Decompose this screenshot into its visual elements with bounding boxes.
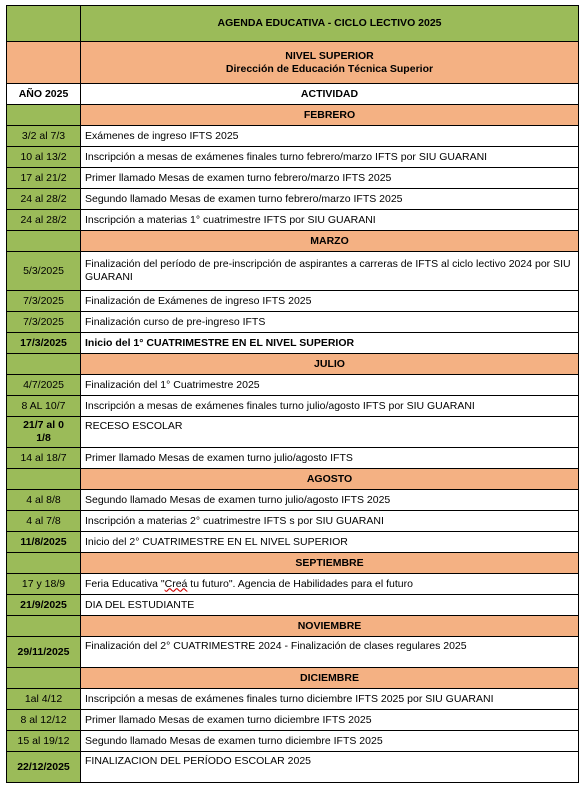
date-cell: 15 al 19/12 — [7, 731, 81, 752]
table-row — [7, 532, 579, 553]
month-corner-cell — [7, 231, 81, 252]
direction-label: Dirección de Educación Técnica Superior — [225, 62, 434, 75]
title-corner-cell — [7, 6, 81, 42]
month-label: SEPTIEMBRE — [81, 553, 579, 574]
date-cell: 22/12/2025 — [7, 752, 81, 783]
month-corner-cell — [7, 469, 81, 490]
month-label: NOVIEMBRE — [81, 616, 579, 637]
activity-cell: Inscripción a materias 2° cuatrimestre IFTS s por SIU GUARANI — [81, 511, 579, 532]
activity-cell: Inicio del 2° CUATRIMESTRE EN EL NIVEL SUPERIOR — [81, 532, 579, 553]
activity-cell: RECESO ESCOLAR — [81, 417, 579, 448]
table-row — [7, 637, 579, 668]
month-label: JULIO — [81, 354, 579, 375]
table-row — [7, 291, 579, 312]
date-cell: 21/9/2025 — [7, 595, 81, 616]
level-cell — [81, 42, 579, 84]
table-row — [7, 252, 579, 291]
month-corner-cell — [7, 553, 81, 574]
month-corner-cell — [7, 616, 81, 637]
title-row — [7, 6, 579, 42]
activity-cell: Segundo llamado Mesas de examen turno diciembre IFTS 2025 — [81, 731, 579, 752]
activity-cell: FINALIZACION DEL PERÍODO ESCOLAR 2025 — [81, 752, 579, 783]
table-row — [7, 147, 579, 168]
table-row — [7, 417, 579, 448]
column-header-row — [7, 84, 579, 105]
activity-column-header: ACTIVIDAD — [81, 84, 579, 105]
date-cell: 4 al 8/8 — [7, 490, 81, 511]
table-row — [7, 511, 579, 532]
activity-cell: Primer llamado Mesas de examen turno febrero/marzo IFTS 2025 — [81, 168, 579, 189]
date-cell: 10 al 13/2 — [7, 147, 81, 168]
activity-cell: Inicio del 1° CUATRIMESTRE EN EL NIVEL SUPERIOR — [81, 333, 579, 354]
activity-text-post: tu futuro". Agencia de Habilidades para el futuro — [187, 577, 413, 590]
activity-cell: Finalización del 1° Cuatrimestre 2025 — [81, 375, 579, 396]
level-corner-cell — [7, 42, 81, 84]
activity-cell: Exámenes de ingreso IFTS 2025 — [81, 126, 579, 147]
date-cell: 4 al 7/8 — [7, 511, 81, 532]
month-label: FEBRERO — [81, 105, 579, 126]
level-label: NIVEL SUPERIOR — [285, 49, 374, 62]
table-row — [7, 448, 579, 469]
table-row — [7, 189, 579, 210]
date-cell: 11/8/2025 — [7, 532, 81, 553]
date-cell: 8 AL 10/7 — [7, 396, 81, 417]
date-cell: 24 al 28/2 — [7, 210, 81, 231]
table-row — [7, 595, 579, 616]
activity-text-flagged-word: Creá — [164, 577, 188, 590]
date-cell: 4/7/2025 — [7, 375, 81, 396]
table-row — [7, 210, 579, 231]
activity-cell: Inscripción a materias 1° cuatrimestre IFTS por SIU GUARANI — [81, 210, 579, 231]
date-cell: 21/7 al 01/8 — [7, 417, 81, 448]
activity-text-pre: Feria Educativa " — [85, 577, 165, 590]
date-cell: 8 al 12/12 — [7, 710, 81, 731]
activity-cell: Inscripción a mesas de exámenes finales turno diciembre IFTS 2025 por SIU GUARANI — [81, 689, 579, 710]
date-cell: 17 al 21/2 — [7, 168, 81, 189]
table-row — [7, 168, 579, 189]
month-row-agosto — [7, 469, 579, 490]
date-cell: 3/2 al 7/3 — [7, 126, 81, 147]
date-cell: 24 al 28/2 — [7, 189, 81, 210]
table-row — [7, 574, 579, 595]
date-cell: 7/3/2025 — [7, 312, 81, 333]
table-row — [7, 689, 579, 710]
month-row-septiembre — [7, 553, 579, 574]
month-row-febrero — [7, 105, 579, 126]
table-row — [7, 375, 579, 396]
activity-cell: Segundo llamado Mesas de examen turno julio/agosto IFTS 2025 — [81, 490, 579, 511]
date-cell: 5/3/2025 — [7, 252, 81, 291]
month-label: AGOSTO — [81, 469, 579, 490]
month-label: DICIEMBRE — [81, 668, 579, 689]
activity-cell: DIA DEL ESTUDIANTE — [81, 595, 579, 616]
activity-cell: Inscripción a mesas de exámenes finales turno febrero/marzo IFTS por SIU GUARANI — [81, 147, 579, 168]
date-cell: 7/3/2025 — [7, 291, 81, 312]
date-cell: 29/11/2025 — [7, 637, 81, 668]
table-row — [7, 126, 579, 147]
activity-cell: Finalización curso de pre-ingreso IFTS — [81, 312, 579, 333]
activity-cell: Inscripción a mesas de exámenes finales turno julio/agosto IFTS por SIU GUARANI — [81, 396, 579, 417]
month-row-julio — [7, 354, 579, 375]
activity-cell: Finalización de Exámenes de ingreso IFTS 2025 — [81, 291, 579, 312]
date-cell: 17 y 18/9 — [7, 574, 81, 595]
table-row — [7, 312, 579, 333]
table-row — [7, 731, 579, 752]
table-row — [7, 396, 579, 417]
year-column-header: AÑO 2025 — [7, 84, 81, 105]
table-row — [7, 490, 579, 511]
activity-cell: Segundo llamado Mesas de examen turno febrero/marzo IFTS 2025 — [81, 189, 579, 210]
month-label: MARZO — [81, 231, 579, 252]
level-row — [7, 42, 579, 84]
agenda-title: AGENDA EDUCATIVA - CICLO LECTIVO 2025 — [81, 6, 579, 42]
month-corner-cell — [7, 354, 81, 375]
month-row-noviembre — [7, 616, 579, 637]
activity-cell: Finalización del período de pre-inscripción de aspirantes a carreras de IFTS al ciclo lectivo 2024 por SIU GUARANI — [81, 252, 579, 291]
month-row-diciembre — [7, 668, 579, 689]
month-corner-cell — [7, 105, 81, 126]
date-cell: 17/3/2025 — [7, 333, 81, 354]
month-corner-cell — [7, 668, 81, 689]
table-row — [7, 752, 579, 783]
activity-cell: Primer llamado Mesas de examen turno diciembre IFTS 2025 — [81, 710, 579, 731]
date-cell: 14 al 18/7 — [7, 448, 81, 469]
table-row — [7, 333, 579, 354]
activity-cell: Finalización del 2° CUATRIMESTRE 2024 - Finalización de clases regulares 2025 — [81, 637, 579, 668]
month-row-marzo — [7, 231, 579, 252]
table-row — [7, 710, 579, 731]
activity-cell: Primer llamado Mesas de examen turno julio/agosto IFTS — [81, 448, 579, 469]
agenda-table — [6, 5, 579, 783]
activity-cell — [81, 574, 579, 595]
date-cell: 1al 4/12 — [7, 689, 81, 710]
